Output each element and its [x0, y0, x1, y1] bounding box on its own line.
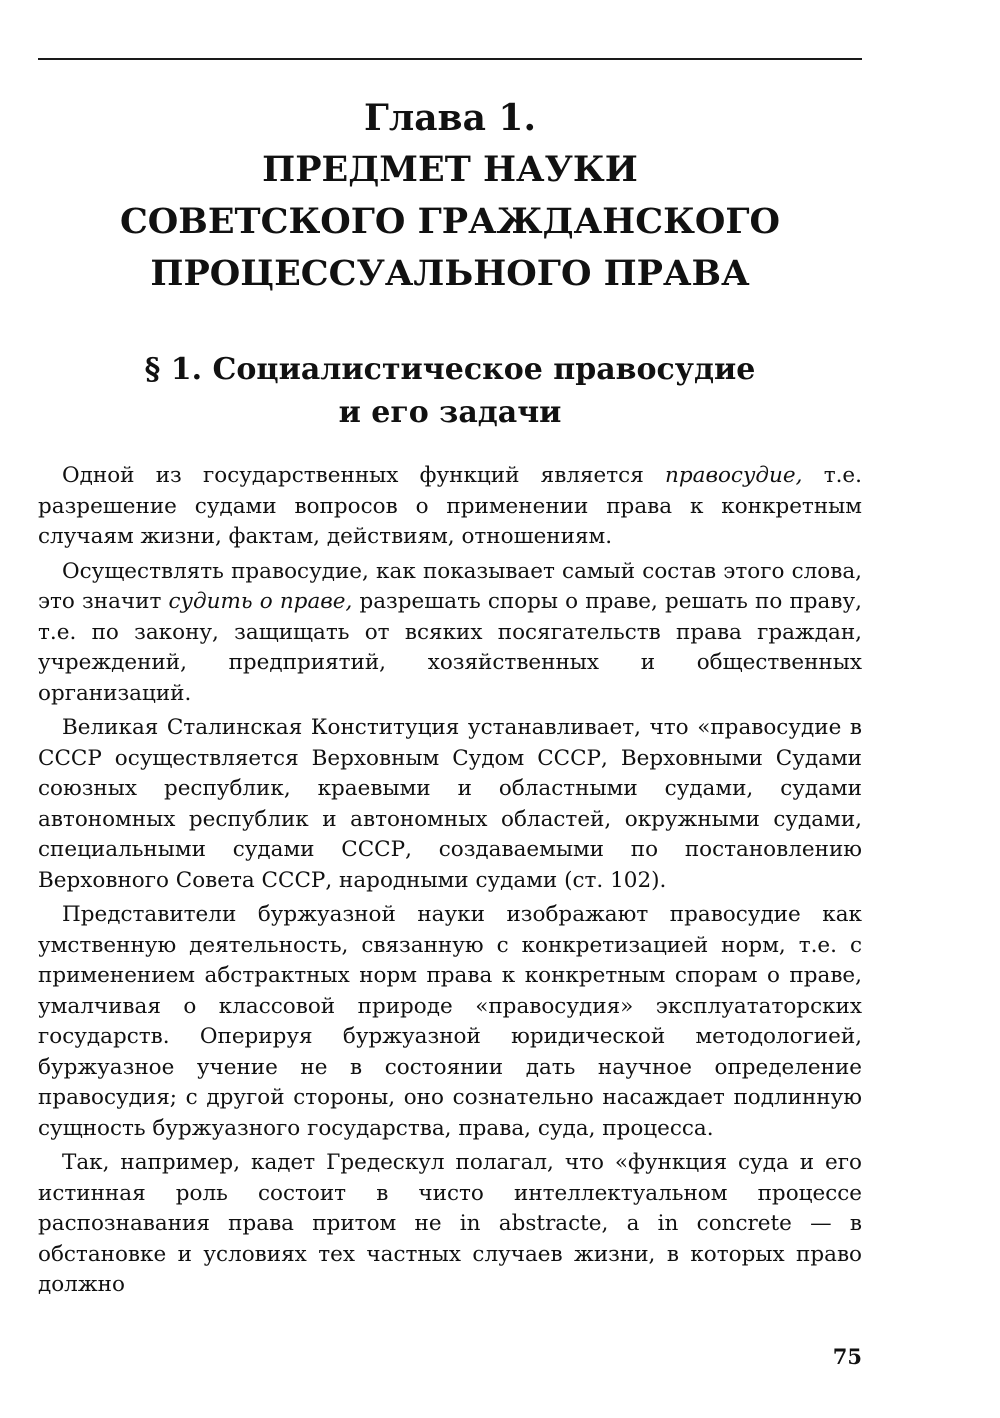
emphasis-term: судить о праве, — [168, 589, 353, 614]
paragraph-5: Так, например, кадет Гредескул полагал, что «функция суда и его истинная роль состоит в чисто интеллектуальном процессе распознавания права притом не in abstracte, а in concrete — в обстановке и условиях тех частных случаев жизни, в которых право должно — [38, 1150, 862, 1297]
section-heading-line: и его задачи — [338, 395, 562, 430]
emphasis-term: правосудие, — [665, 463, 803, 488]
page-number: 75 — [832, 1344, 862, 1369]
chapter-label: Глава 1. — [363, 97, 537, 139]
paragraph-4: Представители буржуазной науки изображают правосудие как умственную деятельность, связанную с конкретизацией норм, т.е. с применением абстрактных норм права к конкретным спорам о праве, умалчивая о классовой природе «правосудия» эксплуататорских государств. Оперируя буржуазной юридической методологией, буржуазное учение не в состоянии дать научное определение правосудия; с другой стороны, оно сознательно насаждает подлинную сущность буржуазного государства, права, суда, процесса. — [38, 902, 862, 1141]
paragraph-text: Осуществлять правосудие, как показывает самый состав этого слова, это значит — [38, 558, 862, 614]
chapter-title — [38, 144, 862, 300]
chapter-title-line: ПРОЦЕССУАЛЬНОГО ПРАВА — [150, 253, 750, 294]
chapter-title-line: СОВЕТСКОГО ГРАЖДАНСКОГО — [119, 201, 781, 242]
paragraph-text: разрешать споры о праве, решать по праву, т.е. по закону, защищать от всяких посягательств права граждан, учреждений, предприятий, хозяйственных и общественных организаций. — [38, 589, 862, 706]
body-text — [38, 461, 862, 1305]
paragraph-text: т.е. разрешение судами вопросов о применении права к конкретным случаям жизни, фактам, действиям, отношениям. — [38, 463, 862, 549]
chapter-heading — [38, 92, 862, 300]
paragraph-2 — [38, 557, 862, 710]
paragraph-text: Одной из государственных функций является — [62, 463, 666, 488]
section-heading — [38, 348, 862, 434]
chapter-title-line: ПРЕДМЕТ НАУКИ — [262, 149, 638, 190]
section-heading-line: § 1. Социалистическое правосудие — [144, 352, 756, 387]
header-rule — [38, 58, 862, 60]
paragraph-3: Великая Сталинская Конституция устанавливает, что «правосудие в СССР осуществляется Верховным Судом СССР, Верховными Судами союзных республик, краевыми и областными судами, судами автономных республик и автономных областей, окружными судами, специальными судами СССР, создаваемыми по постановлению Верховного Совета СССР, народными судами (ст. 102). — [38, 715, 862, 893]
paragraph-1 — [38, 461, 862, 553]
